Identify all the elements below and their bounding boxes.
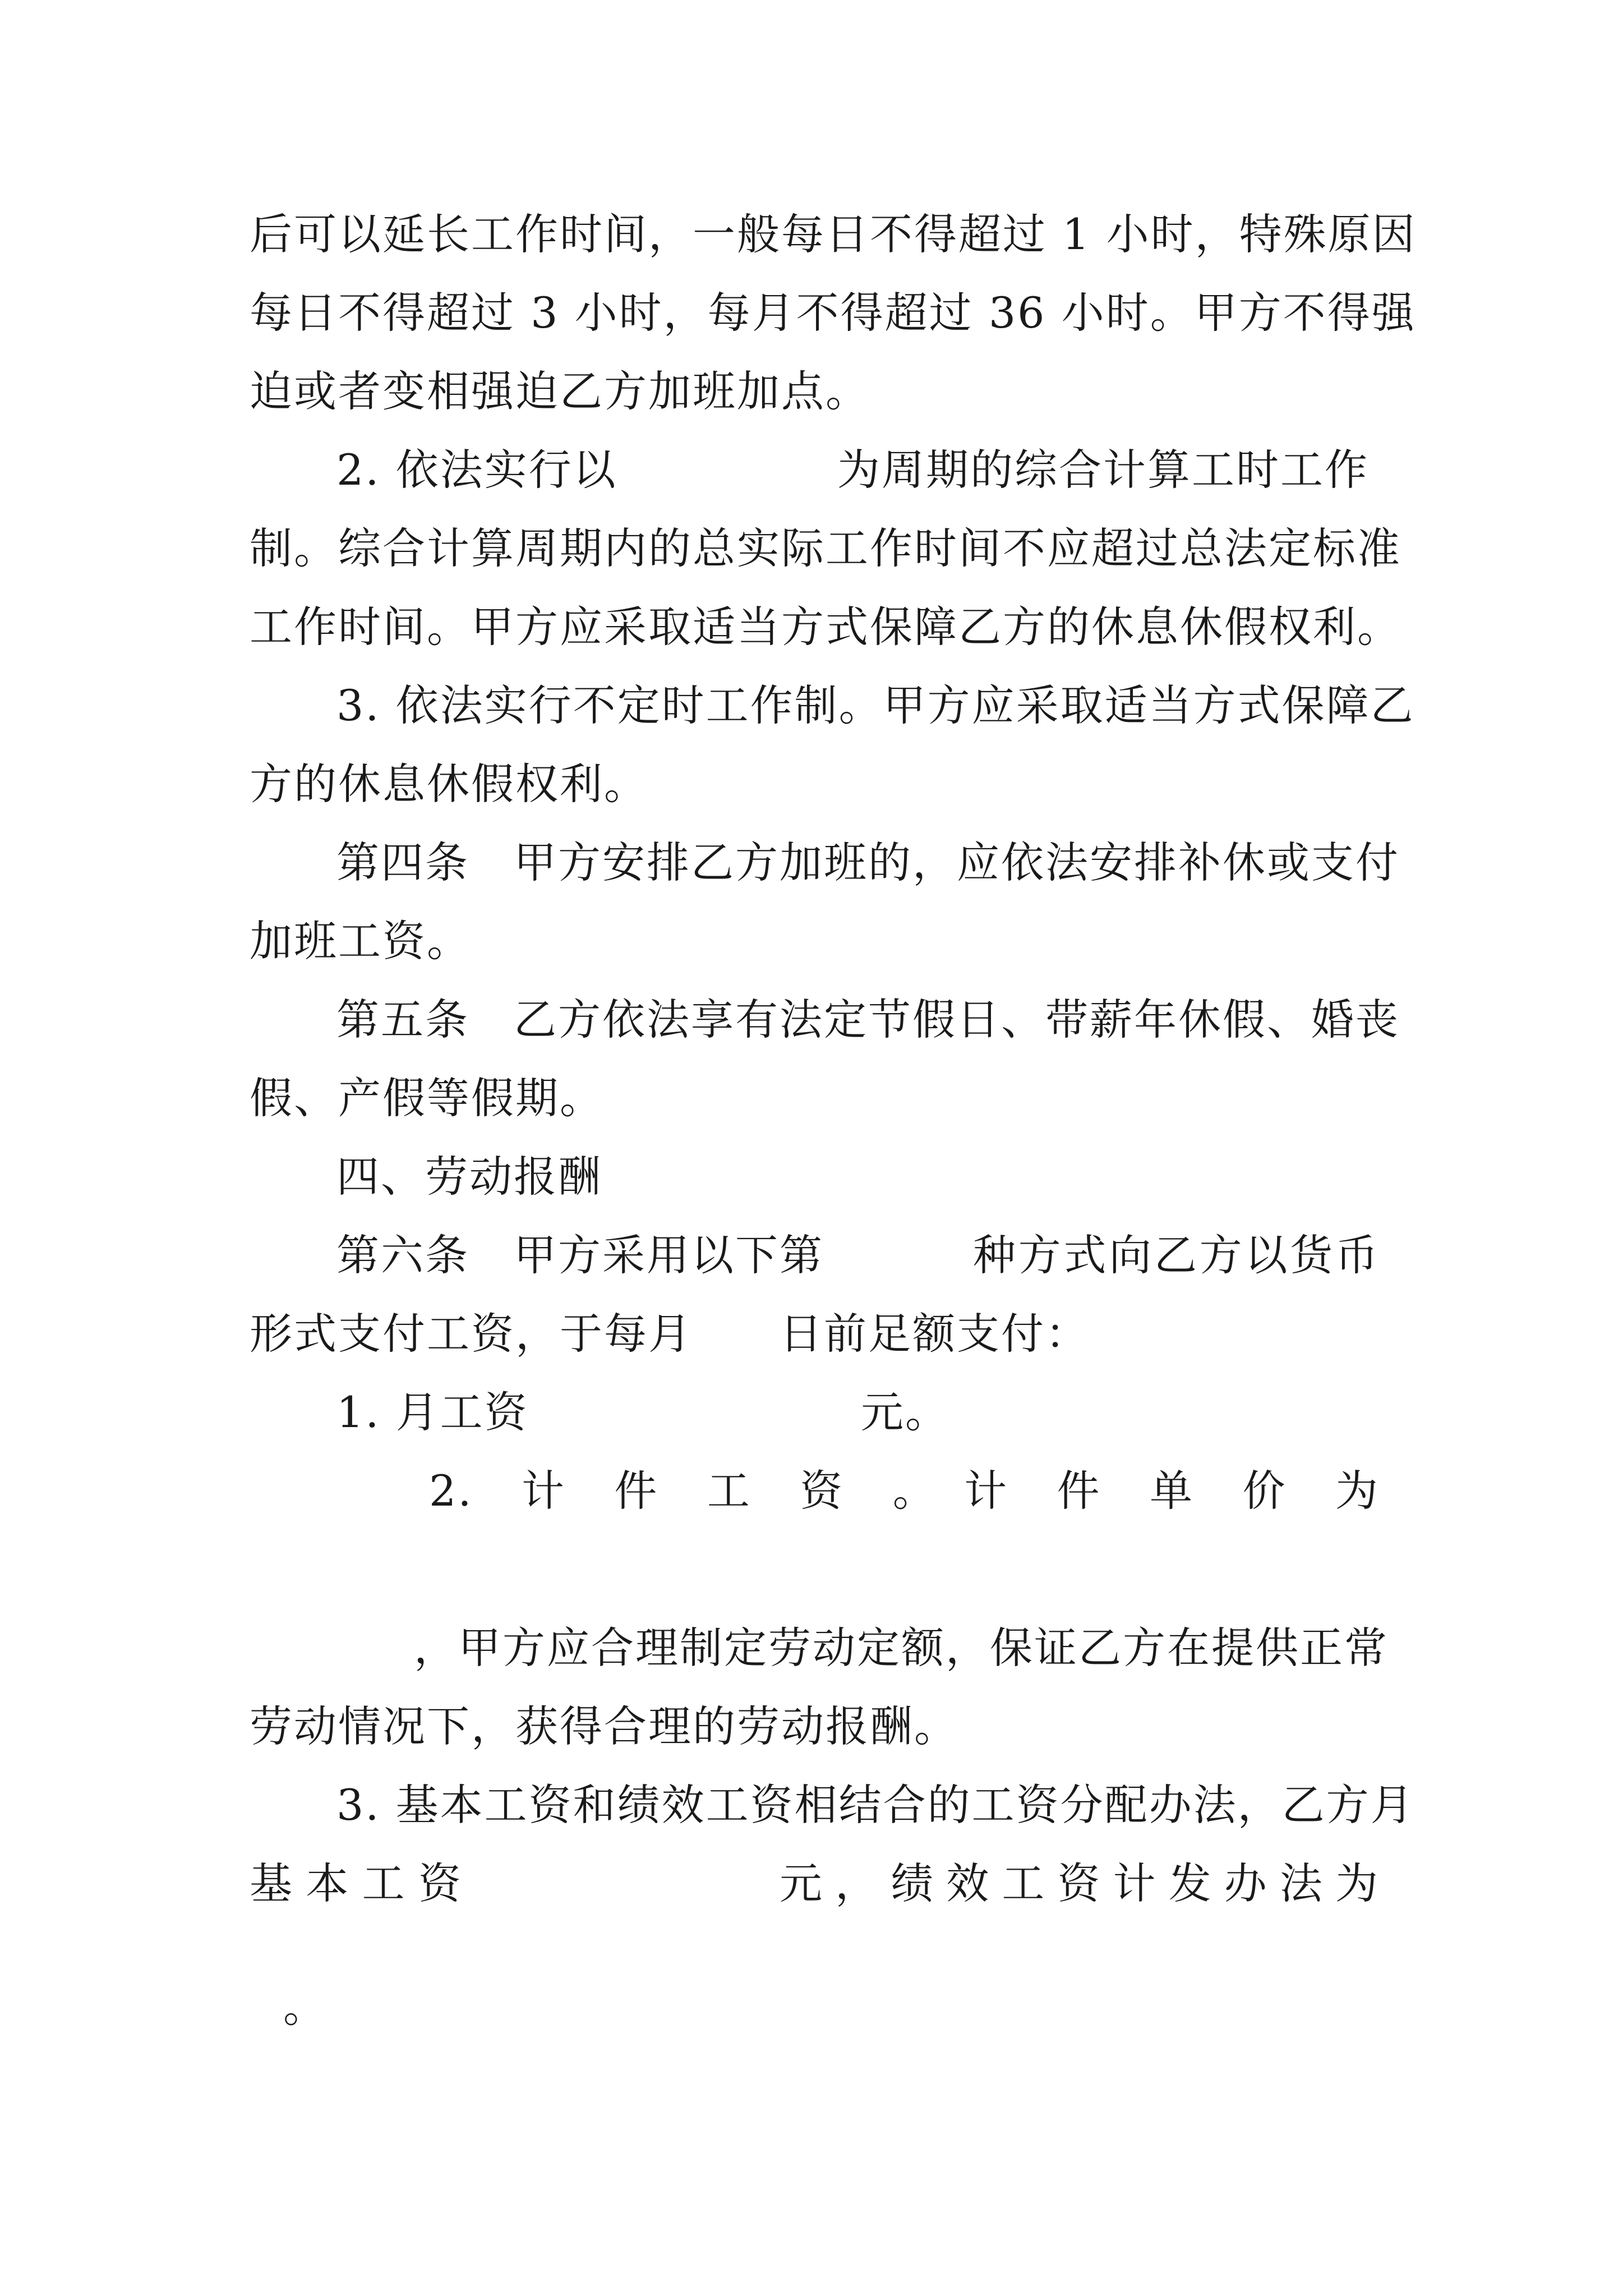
- clause-2-suffix: 为周期的综合计算工时工作: [837, 445, 1369, 495]
- article-6-part-c: 形式支付工资，于每月: [250, 1309, 693, 1359]
- article-6-part-d: 日前足额支付：: [780, 1309, 1090, 1359]
- clause-2-suffix-wrap: [837, 439, 1380, 501]
- article-5-line: 第五条 乙方依法享有法定节假日、带薪年休假、婚丧: [336, 995, 1400, 1045]
- section-heading: 四、劳动报酬: [336, 1152, 602, 1202]
- text-line: 迫或者变相强迫乙方加班加点。: [250, 366, 870, 416]
- text-line: 劳动情况下，获得合理的劳动报酬。: [250, 1701, 958, 1751]
- text-line: 加班工资。: [250, 916, 471, 966]
- item-2-continuation: ，甲方应合理制定劳动定额，保证乙方在提供正常: [414, 1623, 1389, 1673]
- article-6-part-a: 第六条 甲方采用以下第: [336, 1230, 824, 1280]
- text-line: 后可以延长工作时间，一般每日不得超过 1 小时，特殊原因: [250, 209, 1417, 259]
- item-1-unit: 元。: [861, 1387, 949, 1437]
- item-3-rest: 元，绩效工资计发办法为: [780, 1858, 1380, 1908]
- text-line: 每日不得超过 3 小时，每月不得超过 36 小时。甲方不得强: [250, 288, 1416, 338]
- item-2-line: 2. 计 件 工 资 。 计 件 单 价 为: [429, 1466, 1380, 1516]
- item-1-label: 1. 月工资: [336, 1387, 529, 1437]
- closing-mark: 。: [283, 1982, 328, 2032]
- item-3-label: 基本工资: [250, 1858, 463, 1908]
- article-6-part-b: 种方式向乙方以货币: [973, 1230, 1380, 1280]
- text-line: 假、产假等假期。: [250, 1073, 604, 1123]
- article-4-line: 第四条 甲方安排乙方加班的，应依法安排补休或支付: [336, 838, 1400, 887]
- clause-2-prefix: 2. 依法实行以: [336, 445, 617, 495]
- item-3-line: 3. 基本工资和绩效工资相结合的工资分配办法，乙方月: [336, 1780, 1415, 1830]
- text-line: 3. 依法实行不定时工作制。甲方应采取适当方式保障乙: [336, 680, 1415, 730]
- text-line: 工作时间。甲方应采取适当方式保障乙方的休息休假权利。: [250, 602, 1401, 652]
- text-line: 制。综合计算周期内的总实际工作时间不应超过总法定标准: [250, 523, 1401, 573]
- text-line: 方的休息休假权利。: [250, 759, 648, 809]
